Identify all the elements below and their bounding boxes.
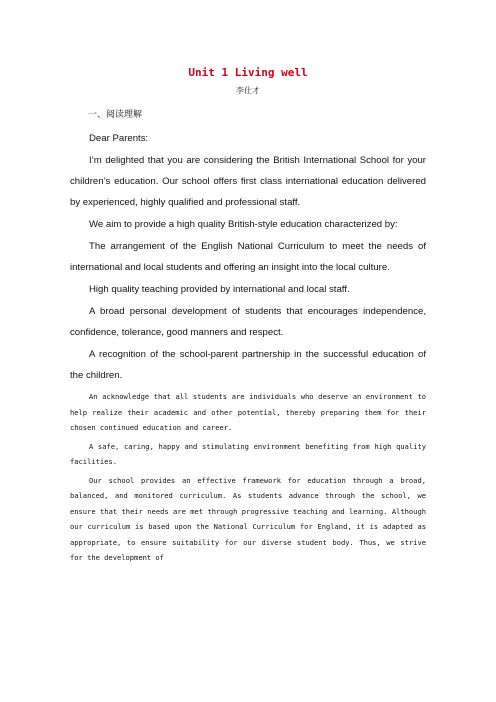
body-paragraph-mono: A safe, caring, happy and stimulating environment benefiting from high quality facilities. <box>70 441 426 466</box>
body-paragraph: A recognition of the school-parent partnership in the successful education of the children. <box>70 349 426 381</box>
body-paragraph: We aim to provide a high quality British-style education characterized by: <box>89 219 398 230</box>
document-body <box>70 128 426 568</box>
body-paragraph: High quality teaching provided by international and local staff. <box>89 284 350 295</box>
author-name: 李仕才 <box>236 86 260 95</box>
salutation: Dear Parents: <box>89 133 149 144</box>
body-paragraph-mono: An acknowledge that all students are individuals who deserve an environment to help realize their academic and other potential, thereby preparing them for their chosen continued education and career. <box>70 392 426 432</box>
body-paragraph: The arrangement of the English National Curriculum to meet the needs of international and local students and offering an insight into the local culture. <box>70 241 426 273</box>
body-paragraph-mono: Our school provides an effective framework for education through a broad, balanced, and monitored curriculum. As students advance through the school, we ensure that their needs are met through progressive teaching and learning. Although our curriculum is based upon the National Curriculum for England, it is adapted as appropriate, to ensure suitability for our diverse student body. Thus, we strive for the development of <box>70 475 426 562</box>
body-paragraph: A broad personal development of students that encourages independence, confidence, tolerance, good manners and respect. <box>70 306 426 338</box>
section-heading: 一、阅读理解 <box>88 109 143 119</box>
document-title: Unit 1 Living well <box>188 66 308 79</box>
body-paragraph: I’m delighted that you are considering the British International School for your children’s education. Our school offers first class international education delivered by experienced, highly qualified and professional staff. <box>70 155 426 208</box>
